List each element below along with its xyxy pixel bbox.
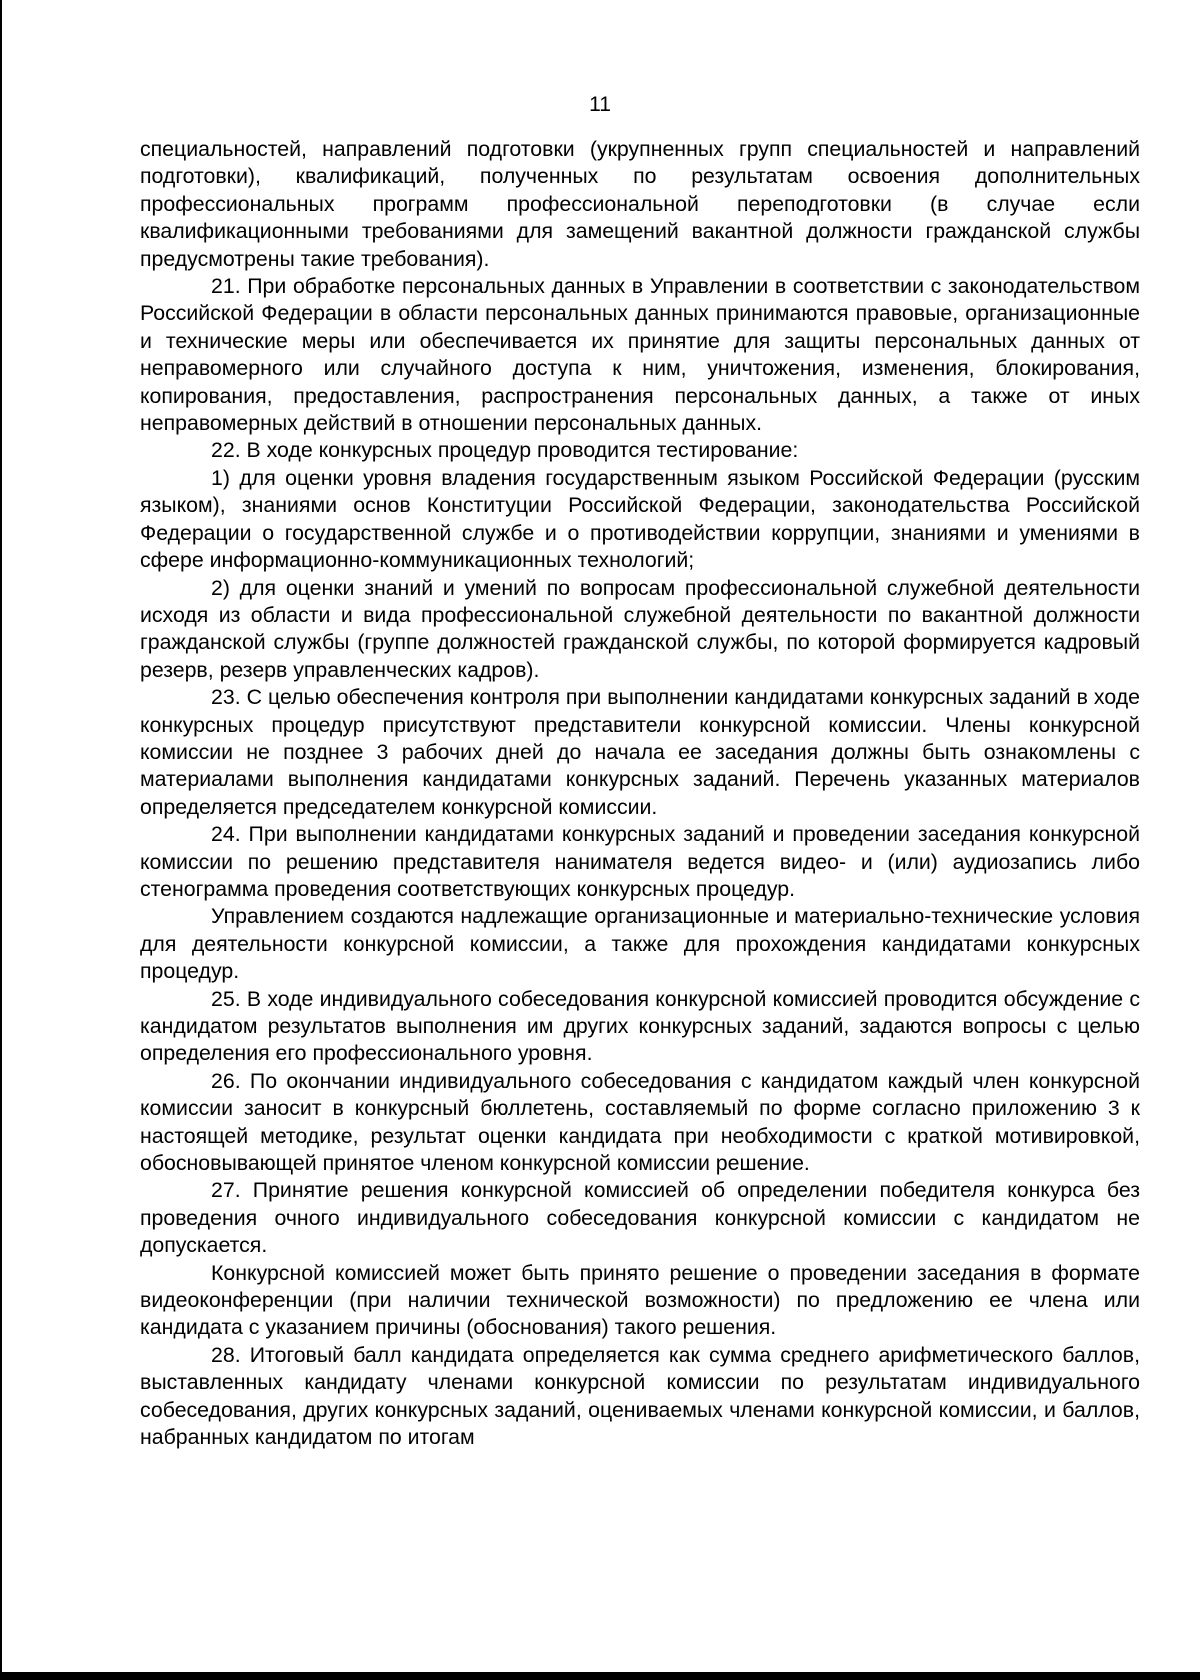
- paragraph-24: 24. При выполнении кандидатами конкурсных заданий и проведении заседания конкурсной комиссии по решению представителя нанимателя ведется видео- и (или) аудиозапись либо стенограмма проведения соответствующих конкурсных процедур.: [140, 822, 1140, 901]
- page-number: 11: [589, 93, 611, 116]
- scan-edge-left: [0, 0, 2, 1672]
- document-body: [140, 136, 1140, 1452]
- paragraph-21: 21. При обработке персональных данных в Управлении в соответствии с законодательством Российской Федерации в области персональных данных принимаются правовые, организационные и технические меры или обеспечивается их принятие для защиты персональных данных от неправомерного или случайного доступа к ним, уничтожения, изменения, блокирования, копирования, предоставления, распространения персональных данных, а также от иных неправомерных действий в отношении персональных данных.: [140, 274, 1140, 436]
- paragraph-24-continued: Управлением создаются надлежащие организационные и материально-технические условия для деятельности конкурсной комиссии, а также для прохождения кандидатами конкурсных процедур.: [140, 904, 1140, 984]
- scan-edge-bottom: [0, 1672, 1200, 1680]
- paragraph-22-item-1: 1) для оценки уровня владения государственным языком Российской Федерации (русским языком), знаниями основ Конституции Российской Федерации, законодательства Российской Федерации о государственной службе и о противодействии коррупции, знаниями и умениями в сфере информационно-коммуникационных технологий;: [140, 465, 1140, 573]
- paragraph-25: 25. В ходе индивидуального собеседования конкурсной комиссией проводится обсуждение с кандидатом результатов выполнения им других конкурсных заданий, задаются вопросы с целью определения его профессионального уровня.: [140, 986, 1140, 1066]
- paragraph-22-item-2: 2) для оценки знаний и умений по вопросам профессиональной служебной деятельности исходя из области и вида профессиональной служебной деятельности по вакантной должности гражданской службы (группе должностей гражданской службы, по которой формируется кадровый резерв, резерв управленческих кадров).: [140, 575, 1140, 682]
- paragraph-continuation: специальностей, направлений подготовки (укрупненных групп специальностей и направлений подготовки), квалификаций, полученных по результатам освоения дополнительных профессиональных программ профессиональной переподготовки (в случае если квалификационными требованиями для замещений вакантной должности гражданской службы предусмотрены такие требования).: [140, 137, 1140, 271]
- paragraph-27: 27. Принятие решения конкурсной комиссией об определении победителя конкурса без проведения очного индивидуального собеседования конкурсной комиссии с кандидатом не допускается.: [140, 1178, 1140, 1258]
- paragraph-23: 23. С целью обеспечения контроля при выполнении кандидатами конкурсных заданий в ходе конкурсных процедур присутствуют представители конкурсной комиссии. Члены конкурсной комиссии не позднее 3 рабочих дней до начала ее заседания должны быть ознакомлены с материалами выполнения кандидатами конкурсных заданий. Перечень указанных материалов определяется председателем конкурсной комиссии.: [140, 685, 1140, 819]
- paragraph-27-continued: Конкурсной комиссией может быть принято решение о проведении заседания в формате видеоконференции (при наличии технической возможности) по предложению ее члена или кандидата с указанием причины (обоснования) такого решения.: [140, 1260, 1140, 1340]
- paragraph-22: 22. В ходе конкурсных процедур проводится тестирование:: [211, 438, 799, 463]
- paragraph-26: 26. По окончании индивидуального собеседования с кандидатом каждый член конкурсной комиссии заносит в конкурсный бюллетень, составляемый по форме согласно приложению 3 к настоящей методике, результат оценки кандидата при необходимости с краткой мотивировкой, обосновывающей принятое членом конкурсной комиссии решение.: [140, 1068, 1140, 1176]
- paragraph-28: 28. Итоговый балл кандидата определяется как сумма среднего арифметического баллов, выставленных кандидату членами конкурсной комиссии по результатам индивидуального собеседования, других конкурсных заданий, оцениваемых членами конкурсной комиссии, и баллов, набранных кандидатом по итогам: [140, 1342, 1140, 1450]
